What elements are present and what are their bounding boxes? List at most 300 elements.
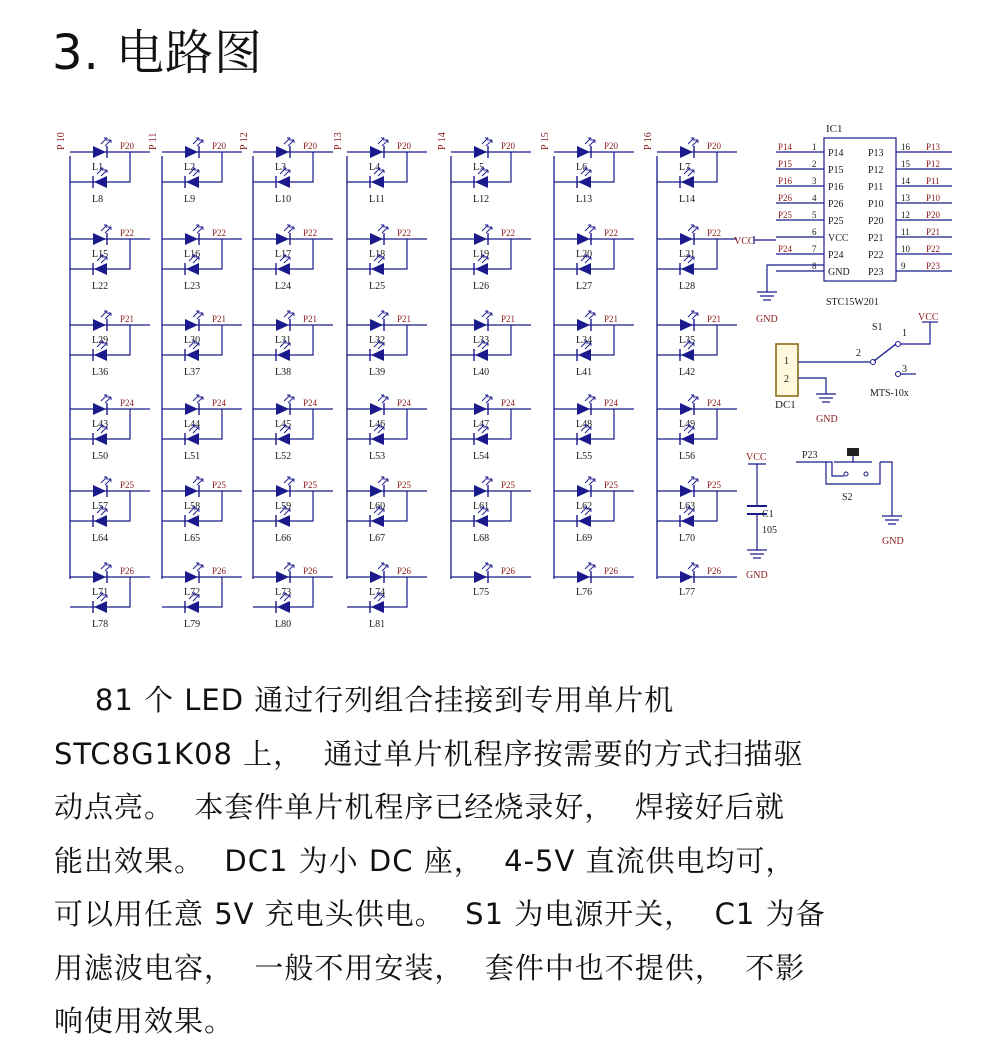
led-label: L68: [473, 533, 490, 544]
led-triangle: [276, 319, 289, 331]
led-light-arrows: [585, 395, 595, 403]
led-triangle: [277, 515, 290, 527]
led-triangle: [94, 601, 107, 613]
ic1-net-label: P10: [926, 193, 941, 203]
led-triangle: [370, 485, 383, 497]
ic1-pin-name: VCC: [828, 233, 849, 244]
led-light-arrows: [482, 477, 492, 485]
led-light-arrows: [482, 311, 492, 319]
led-light-arrows: [378, 477, 388, 485]
led-label: L81: [369, 619, 386, 630]
led-triangle: [276, 571, 289, 583]
ic1-pin-number: 3: [812, 176, 817, 186]
ic1-pin-number: 5: [812, 210, 817, 220]
led-light-arrows: [688, 477, 698, 485]
s2-body: [826, 462, 880, 484]
led-label: L24: [275, 281, 292, 292]
column-label: P 14: [437, 132, 448, 150]
ic1-pins: [776, 142, 952, 278]
row-label: P22: [212, 228, 227, 238]
column-label: P 13: [333, 132, 344, 150]
led-triangle: [681, 433, 694, 445]
button-s2: [796, 448, 904, 547]
led-label: L51: [184, 451, 201, 462]
led-triangle: [578, 349, 591, 361]
led-pair: [657, 477, 737, 544]
led-pair: [253, 563, 333, 630]
led-pair: [253, 138, 333, 205]
led-light-arrows: [193, 477, 203, 485]
ic1-pin-name: P12: [868, 165, 884, 176]
ic1-pin-name: P10: [868, 199, 884, 210]
s1-lever: [874, 344, 896, 361]
led-label: L69: [576, 533, 593, 544]
ic1-net-label: P14: [778, 142, 793, 152]
led-triangle: [93, 319, 106, 331]
row-label: P22: [397, 228, 412, 238]
ic1-pin-number: 4: [812, 193, 817, 203]
led-label: L17: [275, 249, 292, 260]
ic1-pin-number: 2: [812, 159, 817, 169]
row-label: P25: [707, 480, 722, 490]
s2-cap: [847, 448, 859, 456]
led-light-arrows: [585, 563, 595, 571]
led-triangle: [577, 571, 590, 583]
led-label: L6: [576, 162, 588, 173]
led-pair: [554, 311, 634, 378]
s2-ref: S2: [842, 492, 853, 503]
description-line: 能出效果。 DC1 为小 DC 座， 4-5V 直流供电均可，: [54, 843, 796, 878]
ic1-net-label: P21: [926, 227, 941, 237]
led-light-arrows: [284, 477, 294, 485]
led-pair: [347, 311, 427, 378]
led-triangle: [578, 433, 591, 445]
row-label: P20: [501, 141, 516, 151]
led-pair: [451, 311, 531, 378]
led-label: L78: [92, 619, 109, 630]
led-pair: [554, 225, 634, 292]
ic1-pin-name: P15: [828, 165, 844, 176]
dc1-wire-2: [798, 378, 826, 394]
led-label: L64: [92, 533, 109, 544]
led-light-arrows: [378, 138, 388, 146]
led-triangle: [277, 263, 290, 275]
row-label: P24: [501, 398, 516, 408]
led-light-arrows: [193, 225, 203, 233]
row-label: P20: [303, 141, 318, 151]
led-light-arrows: [284, 138, 294, 146]
led-label: L31: [275, 335, 292, 346]
ic1-net-label: P24: [778, 244, 793, 254]
led-triangle: [94, 349, 107, 361]
row-label: P25: [501, 480, 516, 490]
led-matrix: [56, 132, 737, 630]
led-triangle: [370, 571, 383, 583]
led-triangle: [277, 349, 290, 361]
led-light-arrows: [284, 225, 294, 233]
dc1-connector: [776, 344, 798, 396]
led-triangle: [474, 319, 487, 331]
ic1-vcc-wire: [754, 236, 776, 244]
led-triangle: [94, 263, 107, 275]
led-pair: [657, 225, 737, 292]
led-triangle: [185, 403, 198, 415]
s2-wire-right: [880, 462, 892, 516]
led-pair: [347, 225, 427, 292]
ic1-net-label: P22: [926, 244, 941, 254]
ic1-pin-name: P23: [868, 267, 884, 278]
ic1-pin-number: 12: [901, 210, 910, 220]
led-pair: [451, 395, 531, 462]
led-label: L66: [275, 533, 292, 544]
row-label: P21: [707, 314, 722, 324]
row-label: P20: [707, 141, 722, 151]
column-label: P 16: [643, 132, 654, 150]
led-label: L20: [576, 249, 593, 260]
ic1-pin-number: 7: [812, 244, 817, 254]
led-triangle: [371, 515, 384, 527]
ic1-pin-name: P24: [828, 250, 844, 261]
ic1-pin-number: 11: [901, 227, 910, 237]
led-triangle: [186, 176, 199, 188]
led-label: L75: [473, 587, 490, 598]
led-pair: [253, 225, 333, 292]
led-light-arrows: [482, 138, 492, 146]
led-label: L48: [576, 419, 593, 430]
led-light-arrows: [585, 477, 595, 485]
led-light-arrows: [284, 395, 294, 403]
led-label: L79: [184, 619, 201, 630]
ic1-gnd-label: GND: [756, 314, 778, 325]
led-label: L58: [184, 501, 201, 512]
led-label: L36: [92, 367, 109, 378]
led-triangle: [577, 403, 590, 415]
led-light-arrows: [378, 395, 388, 403]
led-triangle: [94, 515, 107, 527]
led-label: L76: [576, 587, 593, 598]
ic1-chip: [734, 123, 952, 325]
led-label: L41: [576, 367, 593, 378]
led-triangle: [370, 233, 383, 245]
ic1-net-label: P11: [926, 176, 940, 186]
led-light-arrows: [378, 225, 388, 233]
led-pair: [162, 395, 242, 462]
column-label: P 12: [239, 132, 250, 150]
s1-ref: S1: [872, 322, 883, 333]
led-triangle: [371, 349, 384, 361]
led-triangle: [578, 515, 591, 527]
led-label: L27: [576, 281, 593, 292]
led-triangle: [578, 263, 591, 275]
description-line: 可以用任意 5V 充电头供电。 S1 为电源开关， C1 为备: [54, 897, 826, 931]
row-label: P21: [604, 314, 619, 324]
dc1-ref: DC1: [775, 399, 796, 411]
led-triangle: [475, 263, 488, 275]
ic1-pin-name: P13: [868, 148, 884, 159]
led-pair: [70, 395, 150, 462]
led-triangle: [370, 146, 383, 158]
led-pair: [162, 225, 242, 292]
led-label: L63: [679, 501, 696, 512]
s2-contact-a: [844, 472, 848, 476]
s1-throw-1: [896, 342, 901, 347]
led-label: L45: [275, 419, 292, 430]
led-triangle: [681, 349, 694, 361]
led-label: L22: [92, 281, 109, 292]
led-label: L7: [679, 162, 691, 173]
led-triangle: [186, 263, 199, 275]
s2-wire-left: [796, 462, 844, 476]
description-line: STC8G1K08 上， 通过单片机程序按需要的方式扫描驱: [54, 736, 804, 771]
led-triangle: [276, 485, 289, 497]
led-triangle: [186, 433, 199, 445]
ic1-pin-name: GND: [828, 267, 850, 278]
led-triangle: [277, 176, 290, 188]
ic1-net-label: P20: [926, 210, 941, 220]
ic1-pin-name: P11: [868, 182, 884, 193]
led-triangle: [370, 319, 383, 331]
led-triangle: [474, 146, 487, 158]
circuit-schematic: [50, 122, 960, 657]
led-light-arrows: [284, 311, 294, 319]
led-label: L1: [92, 162, 104, 173]
row-label: P20: [120, 141, 135, 151]
ic1-pin-number: 10: [901, 244, 910, 254]
led-light-arrows: [378, 311, 388, 319]
ic1-pin-name: P21: [868, 233, 884, 244]
s2-gnd-label: GND: [882, 536, 904, 547]
led-label: L44: [184, 419, 201, 430]
led-light-arrows: [482, 395, 492, 403]
row-label: P20: [604, 141, 619, 151]
ic1-pin-name: P14: [828, 148, 844, 159]
led-triangle: [277, 601, 290, 613]
s1-vcc-label: VCC: [918, 312, 939, 323]
led-triangle: [277, 433, 290, 445]
led-triangle: [474, 571, 487, 583]
ic1-pin-number: 16: [901, 142, 910, 152]
led-label: L67: [369, 533, 386, 544]
led-pair: [162, 311, 242, 378]
led-label: L56: [679, 451, 696, 462]
capacitor-c1: [746, 452, 777, 581]
led-pair: [347, 477, 427, 544]
ic1-pin-name: P26: [828, 199, 844, 210]
led-triangle: [185, 146, 198, 158]
led-label: L65: [184, 533, 201, 544]
row-label: P26: [604, 566, 619, 576]
ic1-pin-number: 8: [812, 261, 817, 271]
led-label: L60: [369, 501, 386, 512]
led-light-arrows: [688, 138, 698, 146]
led-light-arrows: [688, 395, 698, 403]
led-pair: [451, 477, 531, 544]
s1-pin-1: 1: [902, 328, 907, 339]
led-triangle: [680, 233, 693, 245]
page-title: 3. 电路图: [52, 25, 264, 81]
ic1-pin-number: 15: [901, 159, 910, 169]
s2-gnd-icon: [882, 516, 902, 524]
led-pair: [451, 225, 531, 292]
led-label: L47: [473, 419, 490, 430]
led-pair: [451, 138, 531, 205]
led-light-arrows: [101, 138, 111, 146]
row-label: P22: [501, 228, 516, 238]
led-label: L3: [275, 162, 287, 173]
led-label: L8: [92, 194, 104, 205]
row-label: P21: [303, 314, 318, 324]
s1-pin-2: 2: [856, 348, 861, 359]
led-label: L74: [369, 587, 386, 598]
led-triangle: [186, 601, 199, 613]
led-pair: [657, 563, 737, 598]
column-label: P 15: [540, 132, 551, 150]
led-label: L5: [473, 162, 485, 173]
led-triangle: [577, 485, 590, 497]
led-label: L62: [576, 501, 593, 512]
led-triangle: [680, 485, 693, 497]
row-label: P26: [501, 566, 516, 576]
led-triangle: [276, 233, 289, 245]
row-label: P26: [397, 566, 412, 576]
led-triangle: [475, 515, 488, 527]
led-light-arrows: [482, 225, 492, 233]
ic1-net-label: P16: [778, 176, 793, 186]
led-label: L35: [679, 335, 696, 346]
led-label: L39: [369, 367, 386, 378]
led-pair: [162, 563, 242, 630]
led-label: L9: [184, 194, 196, 205]
s2-contact-b: [864, 472, 868, 476]
led-triangle: [93, 233, 106, 245]
led-triangle: [276, 146, 289, 158]
c1-vcc-label: VCC: [746, 452, 767, 463]
led-label: L59: [275, 501, 292, 512]
c1-gnd-icon: [747, 550, 767, 558]
led-label: L50: [92, 451, 109, 462]
row-label: P25: [604, 480, 619, 490]
row-label: P20: [212, 141, 227, 151]
led-light-arrows: [284, 563, 294, 571]
led-triangle: [577, 146, 590, 158]
led-triangle: [185, 571, 198, 583]
led-light-arrows: [688, 563, 698, 571]
s1-part: MTS-10x: [870, 388, 909, 399]
led-label: L19: [473, 249, 490, 260]
led-pair: [554, 563, 634, 598]
led-label: L80: [275, 619, 292, 630]
led-label: L29: [92, 335, 109, 346]
dc1-gnd-icon: [816, 394, 836, 402]
led-label: L12: [473, 194, 490, 205]
row-label: P24: [212, 398, 227, 408]
c1-value: 105: [762, 525, 777, 536]
ic1-pin-number: 14: [901, 176, 910, 186]
ic1-net-label: P26: [778, 193, 793, 203]
led-triangle: [681, 263, 694, 275]
led-label: L43: [92, 419, 109, 430]
led-light-arrows: [585, 225, 595, 233]
row-label: P21: [397, 314, 412, 324]
ic1-net-label: P25: [778, 210, 793, 220]
led-label: L13: [576, 194, 593, 205]
led-pair: [451, 563, 531, 598]
led-pair: [657, 311, 737, 378]
row-label: P26: [707, 566, 722, 576]
led-triangle: [371, 601, 384, 613]
row-label: P22: [707, 228, 722, 238]
row-label: P25: [120, 480, 135, 490]
led-label: L28: [679, 281, 696, 292]
led-triangle: [475, 176, 488, 188]
dc1-pin-1: 1: [784, 356, 789, 367]
led-triangle: [185, 319, 198, 331]
led-label: L77: [679, 587, 696, 598]
column-label: P 11: [148, 132, 159, 150]
ic1-pin-number: 9: [901, 261, 906, 271]
led-label: L26: [473, 281, 490, 292]
led-pair: [70, 225, 150, 292]
ic1-pin-name: P22: [868, 250, 884, 261]
led-light-arrows: [482, 563, 492, 571]
led-light-arrows: [101, 225, 111, 233]
led-triangle: [474, 403, 487, 415]
led-triangle: [371, 176, 384, 188]
led-triangle: [475, 433, 488, 445]
led-pair: [347, 395, 427, 462]
row-label: P22: [604, 228, 619, 238]
led-triangle: [370, 403, 383, 415]
led-light-arrows: [101, 477, 111, 485]
description-line: 动点亮。 本套件单片机程序已经烧录好， 焊接好后就: [54, 790, 785, 824]
s1-pin-3: 3: [902, 364, 907, 375]
ic1-pin-name: P16: [828, 182, 844, 193]
row-label: P21: [212, 314, 227, 324]
led-label: L73: [275, 587, 292, 598]
led-label: L42: [679, 367, 696, 378]
led-light-arrows: [688, 311, 698, 319]
led-pair: [253, 395, 333, 462]
led-label: L30: [184, 335, 201, 346]
led-triangle: [680, 571, 693, 583]
led-label: L33: [473, 335, 490, 346]
led-label: L54: [473, 451, 490, 462]
row-label: P25: [212, 480, 227, 490]
led-label: L72: [184, 587, 201, 598]
power-section: [775, 312, 939, 425]
led-triangle: [681, 515, 694, 527]
ic1-net-label: P15: [778, 159, 793, 169]
led-triangle: [186, 515, 199, 527]
led-triangle: [577, 319, 590, 331]
led-pair: [70, 311, 150, 378]
led-pair: [70, 563, 150, 630]
led-triangle: [474, 485, 487, 497]
led-label: L34: [576, 335, 593, 346]
led-triangle: [680, 319, 693, 331]
row-label: P22: [303, 228, 318, 238]
led-pair: [347, 138, 427, 205]
row-label: P21: [120, 314, 135, 324]
led-label: L2: [184, 162, 196, 173]
ic1-pin-name: P25: [828, 216, 844, 227]
led-label: L14: [679, 194, 696, 205]
led-label: L23: [184, 281, 201, 292]
led-triangle: [371, 433, 384, 445]
ic1-pin-number: 1: [812, 142, 817, 152]
led-pair: [347, 563, 427, 630]
led-light-arrows: [585, 138, 595, 146]
